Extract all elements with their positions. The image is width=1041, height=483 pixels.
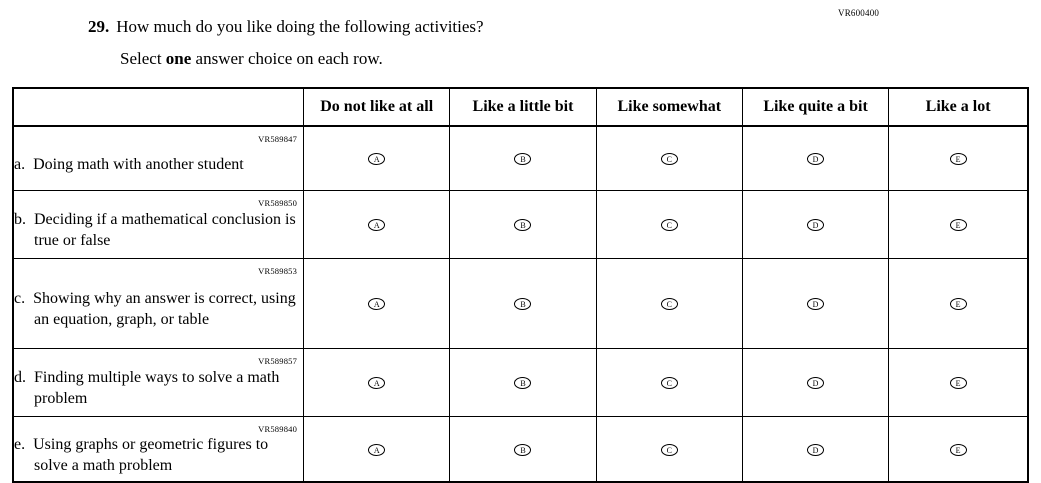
bubble-b-5[interactable]: E [950,219,967,231]
option-e-5[interactable] [889,416,1028,482]
option-e-2[interactable] [450,416,596,482]
item-text-b [14,209,303,251]
option-d-1[interactable] [304,348,450,416]
bubble-a-5[interactable]: E [950,153,967,165]
instruction-post: answer choice on each row. [191,49,383,68]
item-text-e [14,434,303,476]
item-text-c [14,288,303,330]
item-code-e: VR589840 [258,423,298,434]
bubble-c-2[interactable]: B [514,298,531,310]
table-row [13,416,1028,482]
item-text-d [14,367,303,409]
header-stub [13,88,304,126]
question-number: 29. [88,17,110,36]
item-code-a: VR589847 [258,134,298,144]
option-b-1[interactable] [304,190,450,258]
option-b-5[interactable] [889,190,1028,258]
option-d-3[interactable] [596,348,742,416]
option-b-2[interactable] [450,190,596,258]
item-stem-b [13,190,304,258]
matrix-header-row [13,88,1028,126]
bubble-a-2[interactable]: B [514,153,531,165]
question-stem [88,16,848,70]
item-label-d: Finding multiple ways to solve a math problem [34,369,280,407]
bubble-b-2[interactable]: B [514,219,531,231]
column-header-4: Like quite a bit [742,88,888,126]
item-text-a [14,154,303,175]
table-row [13,258,1028,348]
item-stem-c [13,258,304,348]
bubble-d-4[interactable]: D [807,377,824,389]
question-instruction [120,48,848,70]
option-c-4[interactable] [742,258,888,348]
item-label-c: Showing why an answer is correct, using an equation, graph, or table [33,290,296,328]
column-header-3: Like somewhat [596,88,742,126]
response-matrix [12,87,1029,483]
option-b-3[interactable] [596,190,742,258]
bubble-e-3[interactable]: C [661,444,678,456]
bubble-d-3[interactable]: C [661,377,678,389]
instruction-pre: Select [120,49,166,68]
item-label-a: Doing math with another student [33,155,244,173]
option-a-4[interactable] [742,126,888,190]
item-stem-e [13,416,304,482]
question-prompt: How much do you like doing the following activities? [116,17,484,36]
item-code-d: VR589857 [258,355,298,366]
bubble-d-1[interactable]: A [368,377,385,389]
bubble-d-2[interactable]: B [514,377,531,389]
option-d-4[interactable] [742,348,888,416]
table-row [13,348,1028,416]
bubble-d-5[interactable]: E [950,377,967,389]
option-e-3[interactable] [596,416,742,482]
option-b-4[interactable] [742,190,888,258]
bubble-c-3[interactable]: C [661,298,678,310]
item-stem-a [13,126,304,190]
bubble-b-1[interactable]: A [368,219,385,231]
item-letter-c: c. [14,290,26,307]
item-label-b: Deciding if a mathematical conclusion is true or false [34,211,296,249]
option-c-1[interactable] [304,258,450,348]
bubble-a-4[interactable]: D [807,153,824,165]
form-code: VR600400 [838,8,880,18]
column-header-1: Do not like at all [304,88,450,126]
item-letter-e: e. [14,435,26,453]
item-letter-a: a. [14,155,26,173]
bubble-b-3[interactable]: C [661,219,678,231]
option-d-5[interactable] [889,348,1028,416]
option-c-2[interactable] [450,258,596,348]
bubble-e-4[interactable]: D [807,444,824,456]
table-row [13,190,1028,258]
option-a-3[interactable] [596,126,742,190]
item-label-e: Using graphs or geometric figures to solve a math problem [33,435,269,474]
option-c-5[interactable] [889,258,1028,348]
bubble-b-4[interactable]: D [807,219,824,231]
question-prompt-line [88,16,848,38]
column-header-5: Like a lot [889,88,1028,126]
item-stem-d [13,348,304,416]
option-a-2[interactable] [450,126,596,190]
bubble-e-5[interactable]: E [950,444,967,456]
instruction-emphasis: one [165,49,192,68]
bubble-a-3[interactable]: C [661,153,678,165]
option-e-4[interactable] [742,416,888,482]
bubble-c-1[interactable]: A [368,298,385,310]
item-letter-d: d. [14,369,26,386]
item-letter-b: b. [14,211,26,228]
option-a-5[interactable] [889,126,1028,190]
bubble-e-1[interactable]: A [368,444,385,456]
item-code-b: VR589850 [258,197,298,208]
bubble-e-2[interactable]: B [514,444,531,456]
table-row [13,126,1028,190]
option-e-1[interactable] [304,416,450,482]
item-code-c: VR589853 [258,265,298,276]
bubble-a-1[interactable]: A [368,153,385,165]
bubble-c-5[interactable]: E [950,298,967,310]
option-d-2[interactable] [450,348,596,416]
bubble-c-4[interactable]: D [807,298,824,310]
column-header-2: Like a little bit [450,88,596,126]
option-a-1[interactable] [304,126,450,190]
option-c-3[interactable] [596,258,742,348]
